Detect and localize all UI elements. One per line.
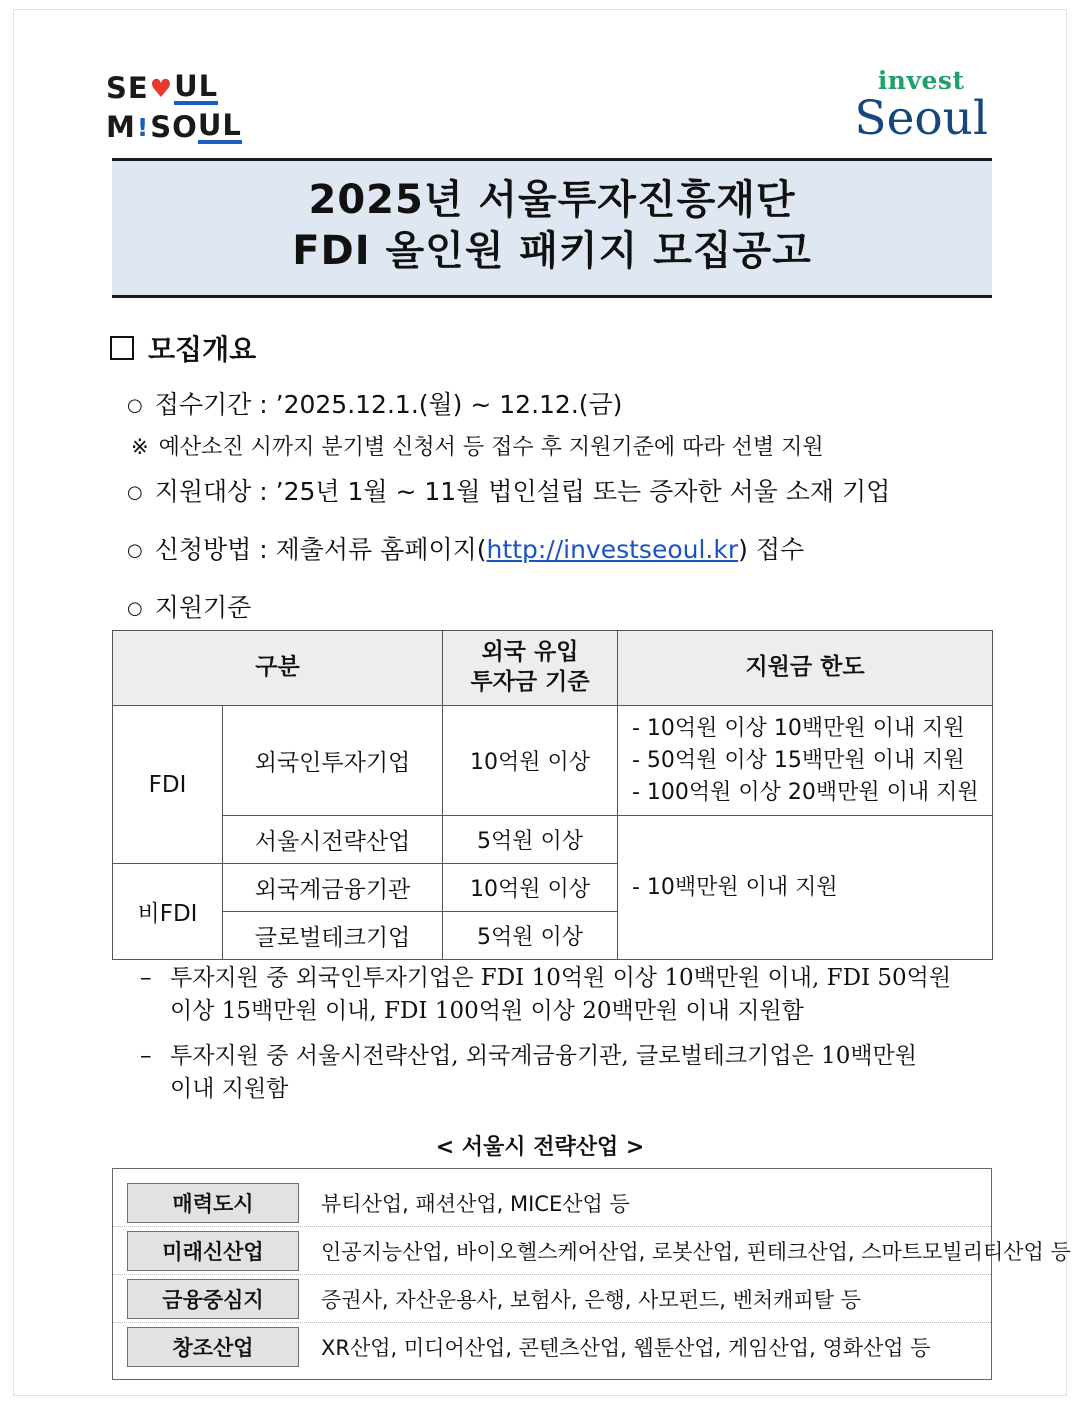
row3-inflow: 5억원 이상 — [443, 912, 618, 960]
row1-inflow: 5억원 이상 — [443, 816, 618, 864]
header-inflow — [443, 631, 618, 706]
logo-text-seo: SE — [106, 71, 149, 105]
note1-line1: – 투자지원 중 외국인투자기업은 FDI 10억원 이상 10백만원 이내, FDI 50억원 — [170, 965, 952, 991]
square-bullet-icon — [110, 336, 134, 360]
eligibility: ○ 지원대상 : ’25년 1월 ~ 11월 법인설립 또는 증자한 서울 소재 기업 — [127, 472, 890, 508]
chip-future-industry: 미래신산업 — [127, 1231, 299, 1271]
invest-seoul-logo — [854, 66, 988, 146]
note-item-2 — [142, 1040, 1012, 1107]
support-criteria-table — [112, 630, 993, 960]
logo-invest-text: invest — [877, 66, 965, 95]
section-heading-label: 모집개요 — [148, 333, 257, 366]
logo-seoul-text: Seoul — [854, 91, 988, 146]
strategic-industries-title: < 서울시 전략산업 > — [435, 1135, 645, 1160]
list-item — [113, 1227, 1071, 1275]
apply-suffix: ) 접수 — [738, 535, 805, 564]
chip-creative-industry: 창조산업 — [127, 1327, 299, 1367]
chip-financial-hub: 금융중심지 — [127, 1279, 299, 1319]
row0-limit — [618, 705, 993, 816]
group-non-fdi: 비FDI — [113, 864, 223, 960]
note2-line1: – 투자지원 중 서울시전략산업, 외국계금융기관, 글로벌테크기업은 10백만원 — [170, 1043, 917, 1069]
header-inflow-line1: 외국 유입 — [481, 639, 579, 665]
row0-limit-line1: - 10억원 이상 10백만원 이내 지원 — [632, 715, 965, 741]
row0-limit-line3: - 100억원 이상 20백만원 이내 지원 — [632, 779, 979, 805]
logo-text-ul2: UL — [197, 108, 242, 142]
logo-text-so: SO — [150, 110, 198, 144]
list-item — [113, 1275, 991, 1323]
strategic-industries-box — [112, 1168, 1071, 1380]
desc-attractive-city: 뷰티산업, 패션산업, MICE산업 등 — [321, 1191, 630, 1216]
table-row — [113, 816, 993, 864]
application-period: ○ 접수기간 : ’2025.12.1.(월) ~ 12.12.(금) — [127, 385, 622, 421]
section-heading — [110, 328, 256, 368]
note1-line2: 이상 15백만원 이내, FDI 100억원 이상 20백만원 이내 지원함 — [170, 998, 804, 1025]
application-method — [127, 530, 804, 566]
page-title — [112, 158, 992, 298]
group-fdi: FDI — [113, 705, 223, 864]
support-criteria-label: ○ 지원기준 — [127, 588, 251, 624]
row1-name: 서울시전략산업 — [223, 816, 443, 864]
row0-limit-line2: - 50억원 이상 15백만원 이내 지원 — [632, 747, 965, 773]
row2-name: 외국계금융기관 — [223, 864, 443, 912]
desc-creative-industry: XR산업, 미디어산업, 콘텐츠산업, 웹툰산업, 게임산업, 영화산업 등 — [321, 1336, 931, 1360]
row2-inflow: 10억원 이상 — [443, 864, 618, 912]
desc-financial-hub: 증권사, 자산운용사, 보험사, 은행, 사모펀드, 벤처캐피탈 등 — [321, 1287, 862, 1312]
note2-line2: 이내 지원함 — [170, 1076, 289, 1103]
list-item — [113, 1323, 991, 1371]
table-header-row — [113, 631, 993, 706]
list-item — [113, 1179, 991, 1227]
page-title-line1: 2025년 서울투자진흥재단 — [308, 177, 796, 223]
investseoul-link[interactable]: http://investseoul.kr — [486, 535, 739, 564]
logo-text-ul: UL — [174, 69, 219, 103]
budget-note: ※ 예산소진 시까지 분기별 신청서 등 접수 후 지원기준에 따라 선별 지원 — [131, 430, 824, 461]
row0-name: 외국인투자기업 — [223, 705, 443, 816]
heart-icon: ♥ — [149, 74, 174, 103]
table-row — [113, 705, 993, 816]
merged-limit: - 10백만원 이내 지원 — [618, 816, 993, 960]
seoul-my-soul-logo — [106, 69, 306, 144]
header-inflow-line2: 투자금 기준 — [470, 668, 590, 695]
apply-prefix: 신청방법 : 제출서류 홈페이지( — [154, 535, 487, 564]
logo-text-m: M — [106, 110, 136, 144]
header-category: 구분 — [113, 631, 443, 706]
header-limit: 지원금 한도 — [618, 631, 993, 706]
page-title-line2: FDI 올인원 패키지 모집공고 — [292, 228, 812, 275]
row0-inflow: 10억원 이상 — [443, 705, 618, 816]
desc-future-industry: 인공지능산업, 바이오헬스케어산업, 로봇산업, 핀테크산업, 스마트모빌리티산업 등 — [321, 1239, 1071, 1264]
document-sheet — [14, 10, 1071, 1395]
chip-attractive-city: 매력도시 — [127, 1183, 299, 1223]
row3-name: 글로벌테크기업 — [223, 912, 443, 960]
exclaim-icon: ! — [136, 113, 150, 142]
note-item-1 — [142, 962, 1012, 1029]
